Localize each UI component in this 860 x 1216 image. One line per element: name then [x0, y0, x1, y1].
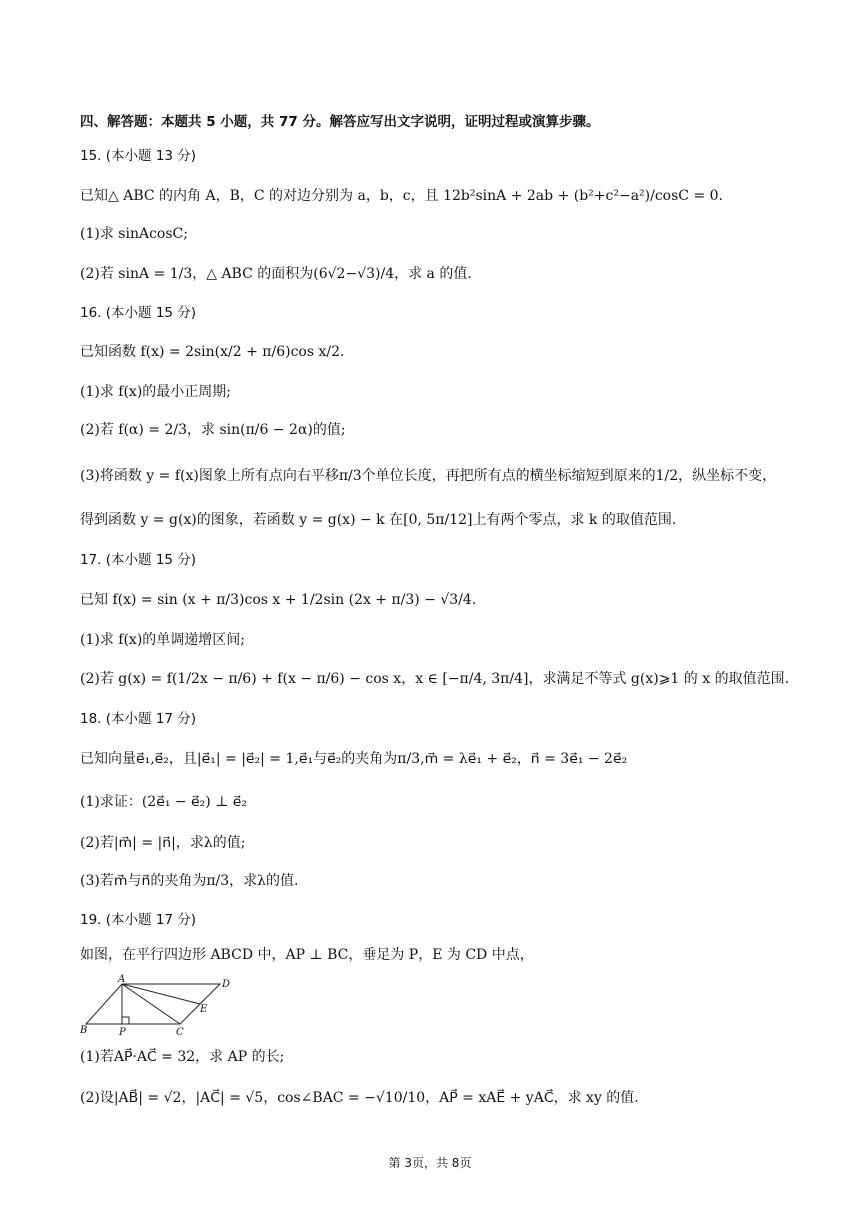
q19-heading: 19. (本小题 17 分) — [80, 912, 197, 928]
label-d: D — [222, 979, 231, 990]
q15-part1: (1)求 sinAcosC; — [80, 226, 188, 242]
q16-part3-line1: (3)将函数 y = f(x)图象上所有点向右平移π/3个单位长度，再把所有点的横坐标缩短到原来的1/2，纵坐标不变， — [80, 468, 777, 484]
section-header: 四、解答题：本题共 5 小题，共 77 分。解答应写出文字说明，证明过程或演算步骤。 — [80, 114, 600, 130]
q15-stem: 已知△ ABC 的内角 A，B，C 的对边分别为 a，b，c，且 12b²sinA + 2ab + (b²+c²−a²)/cosC = 0. — [80, 188, 723, 204]
q16-heading: 16. (本小题 15 分) — [80, 305, 197, 321]
q17-part2: (2)若 g(x) = f(1/2x − π/6) + f(x − π/6) − cos x，x ∈ [−π/4, 3π/4]，求满足不等式 g(x)⩾1 的 x 的取值范围. — [80, 671, 790, 687]
q16-part2: (2)若 f(α) = 2/3，求 sin(π/6 − 2α)的值; — [80, 422, 346, 438]
label-b: B — [80, 1025, 88, 1036]
q19-part1: (1)若AP⃗·AC⃗ = 32，求 AP 的长; — [80, 1049, 285, 1065]
q16-stem: 已知函数 f(x) = 2sin(x/2 + π/6)cos x/2. — [80, 344, 345, 360]
segment-ac — [122, 984, 180, 1024]
q19-stem: 如图，在平行四边形 ABCD 中，AP ⊥ BC，垂足为 P，E 为 CD 中点， — [80, 947, 534, 963]
q17-stem: 已知 f(x) = sin (x + π/3)cos x + 1/2sin (2x + π/3) − √3/4. — [80, 592, 477, 608]
q15-part2: (2)若 sinA = 1/3，△ ABC 的面积为(6√2−√3)/4，求 a 的值. — [80, 266, 472, 282]
page-footer: 第 3页，共 8页 — [388, 1156, 472, 1170]
right-angle-mark — [122, 1017, 129, 1024]
segment-ae — [122, 984, 200, 1004]
q18-part2: (2)若|m⃗| = |n⃗|，求λ的值; — [80, 835, 246, 851]
label-p: P — [119, 1027, 126, 1038]
q17-part1: (1)求 f(x)的单调递增区间; — [80, 632, 245, 648]
q18-part1: (1)求证：(2e⃗₁ − e⃗₂) ⊥ e⃗₂ — [80, 794, 248, 810]
label-a: A — [118, 974, 126, 985]
q16-part1: (1)求 f(x)的最小正周期; — [80, 384, 231, 400]
q16-part3-line2: 得到函数 y = g(x)的图象，若函数 y = g(x) − k 在[0, 5π/12]上有两个零点，求 k 的取值范围. — [80, 512, 677, 528]
q15-heading: 15. (本小题 13 分) — [80, 148, 197, 164]
label-e: E — [200, 1004, 208, 1015]
q19-part2: (2)设|AB⃗| = √2，|AC⃗| = √5，cos∠BAC = −√10/10，AP⃗ = xAE⃗ + yAC⃗，求 xy 的值. — [80, 1090, 639, 1106]
q18-heading: 18. (本小题 17 分) — [80, 711, 197, 727]
parallelogram-figure — [80, 972, 240, 1038]
label-c: C — [176, 1027, 184, 1038]
q18-part3: (3)若m⃗与n⃗的夹角为π/3，求λ的值. — [80, 873, 299, 889]
q17-heading: 17. (本小题 15 分) — [80, 552, 197, 568]
q18-stem: 已知向量e⃗₁,e⃗₂，且|e⃗₁| = |e⃗₂| = 1,e⃗₁与e⃗₂的夹角为π/3,m⃗ = λe⃗₁ + e⃗₂，n⃗ = 3e⃗₁ − 2e⃗₂ — [80, 751, 628, 767]
